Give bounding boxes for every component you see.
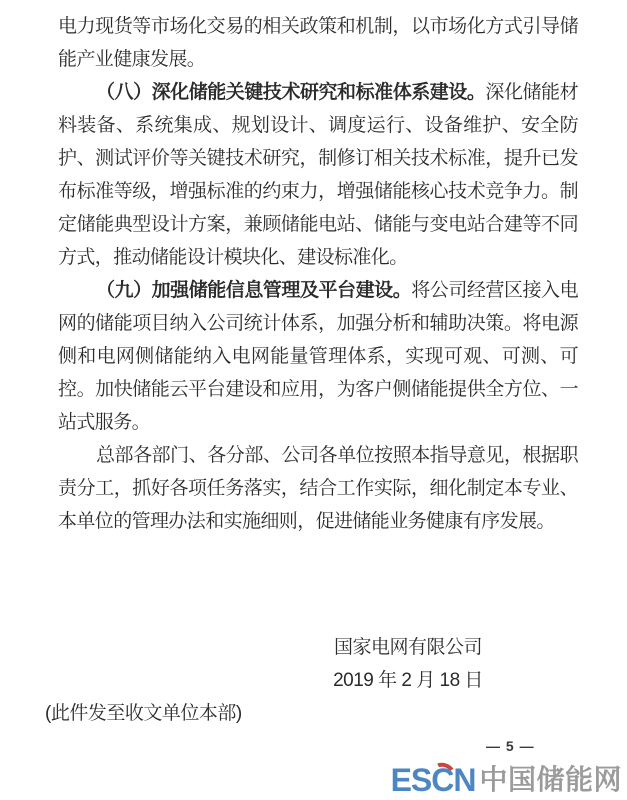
signature-block xyxy=(318,631,498,697)
signature-org: 国家电网有限公司 xyxy=(333,637,482,658)
paragraph-continuation xyxy=(58,10,578,76)
escn-logo-text: ESCN xyxy=(390,762,476,798)
signature-date: 2019 年 2 月 18 日 xyxy=(333,670,483,691)
paragraph-section-9 xyxy=(58,274,578,439)
section-heading: （九）加强储能信息管理及平台建设。 xyxy=(96,280,412,301)
paragraph-section-8 xyxy=(58,76,578,274)
section-heading: （八）深化储能关键技术研究和标准体系建设。 xyxy=(96,82,486,103)
escn-watermark-logo xyxy=(391,762,622,798)
paragraph-closing xyxy=(58,439,578,538)
distribution-note: (此件发至收文单位本部) xyxy=(45,703,242,724)
escn-logo-cjk-text: 中国储能网 xyxy=(479,764,622,795)
paragraph-text: 总部各部门、各分部、公司各单位按照本指导意见，根据职责分工，抓好各项任务落实，结合工作实际，细化制定本专业、本单位的管理办法和实施细则，促进储能业务健康有序发展。 xyxy=(58,445,578,532)
paragraph-text: 将公司经营区接入电网的储能项目纳入公司统计体系，加强分析和辅助决策。将电源侧和电网侧储能纳入电网能量管理体系，实现可观、可测、可控。加快储能云平台建设和应用，为客户侧储能提供全方位、一站式服务。 xyxy=(58,280,578,433)
paragraph-text: 电力现货等市场化交易的相关政策和机制，以市场化方式引导储能产业健康发展。 xyxy=(58,16,578,70)
page-number: — 5 — xyxy=(486,738,535,754)
paragraph-text: 深化储能材料装备、系统集成、规划设计、调度运行、设备维护、安全防护、测试评价等关键技术研究，制修订相关技术标准，提升已发布标准等级，增强标准的约束力，增强储能核心技术竞争力。制定储能典型设计方案，兼顾储能电站、储能与变电站合建等不同方式，推动储能设计模块化、建设标准化。 xyxy=(58,82,578,268)
